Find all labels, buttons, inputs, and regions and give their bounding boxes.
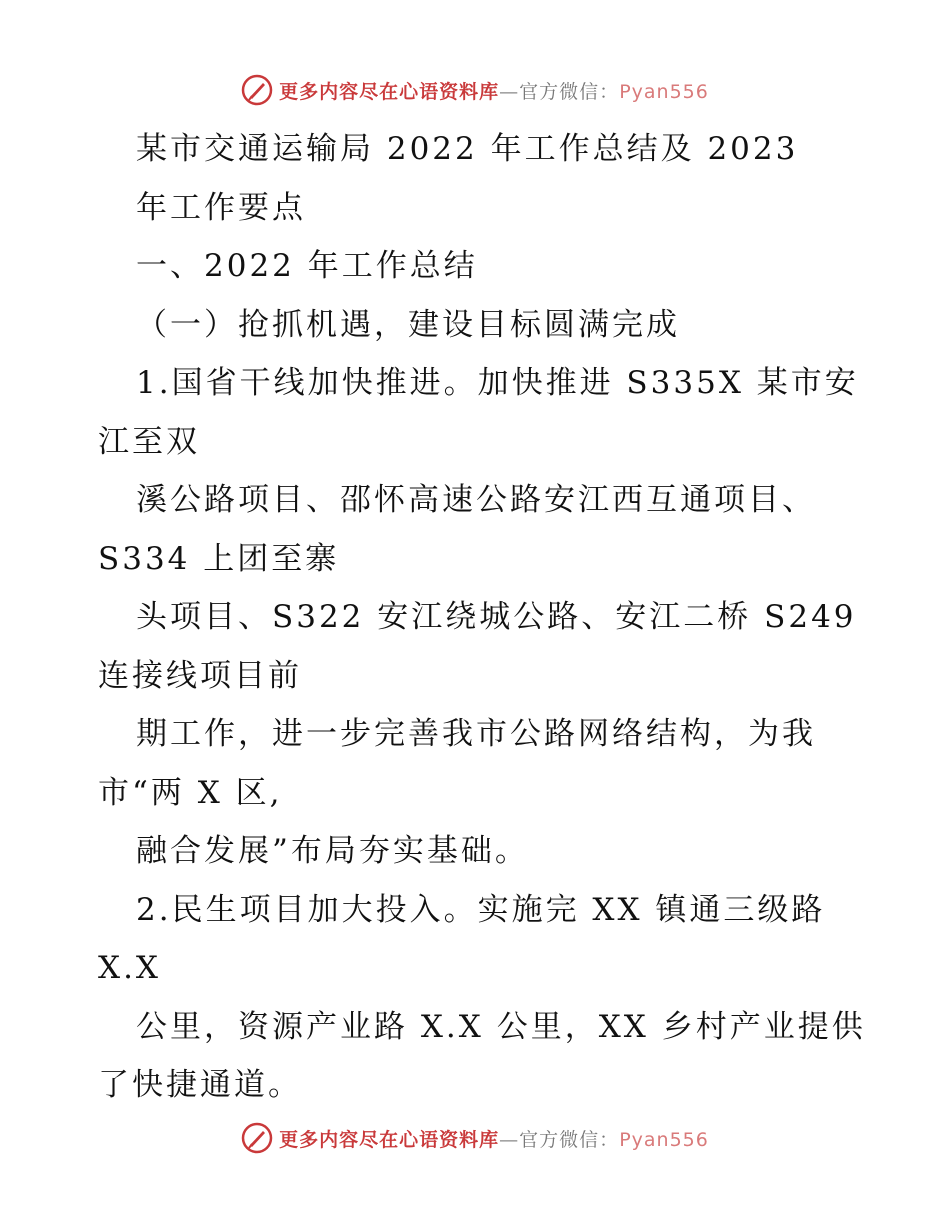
text-line: 溪公路项目、邵怀高速公路安江西互通项目、 (136, 482, 816, 518)
text-line: 期工作，进一步完善我市公路网络结构，为我 (136, 716, 816, 752)
text-line: 江至双 (98, 423, 200, 460)
text-line: 头项目、S322 安江绕城公路、安江二桥 S249 (136, 599, 857, 635)
text-line: S334 上团至寨 (98, 540, 340, 577)
watermark-wechat-label: 官方微信： (519, 1128, 620, 1151)
watermark-wechat-label: 官方微信： (519, 80, 620, 103)
watermark-wechat-id: Pyan556 (619, 1128, 709, 1151)
text-line: 连接线项目前 (98, 657, 302, 694)
text-line: 1.国省干线加快推进。加快推进 S335X 某市安 (136, 365, 859, 401)
watermark-text: 更多内容尽在心语资料库 (279, 1128, 500, 1151)
watermark-separator: — (499, 1128, 520, 1151)
text-line: X.X (98, 950, 161, 986)
watermark-wechat-id: Pyan556 (619, 80, 709, 103)
footer-watermark (0, 1118, 950, 1158)
feather-pen-logo-icon (241, 1122, 273, 1154)
text-line: 年工作要点 (136, 189, 306, 226)
document-body (98, 120, 866, 1115)
text-line: 了快捷通道。 (98, 1067, 302, 1103)
text-line: 2.民生项目加大投入。实施完 XX 镇通三级路 (136, 891, 826, 928)
text-line: 某市交通运输局 2022 年工作总结及 2023 (136, 131, 799, 167)
watermark-text: 更多内容尽在心语资料库 (279, 80, 500, 103)
watermark-separator: — (499, 80, 520, 103)
text-line: 融合发展”布局夯实基础。 (136, 833, 529, 869)
text-line: 市“两 X 区, (98, 774, 283, 811)
text-line: 一、2022 年工作总结 (136, 248, 478, 284)
feather-pen-logo-icon (241, 74, 273, 106)
text-line: 公里，资源产业路 X.X 公里，XX 乡村产业提供 (136, 1008, 866, 1045)
text-line: （一）抢抓机遇，建设目标圆满完成 (136, 306, 680, 343)
header-watermark (0, 70, 950, 110)
